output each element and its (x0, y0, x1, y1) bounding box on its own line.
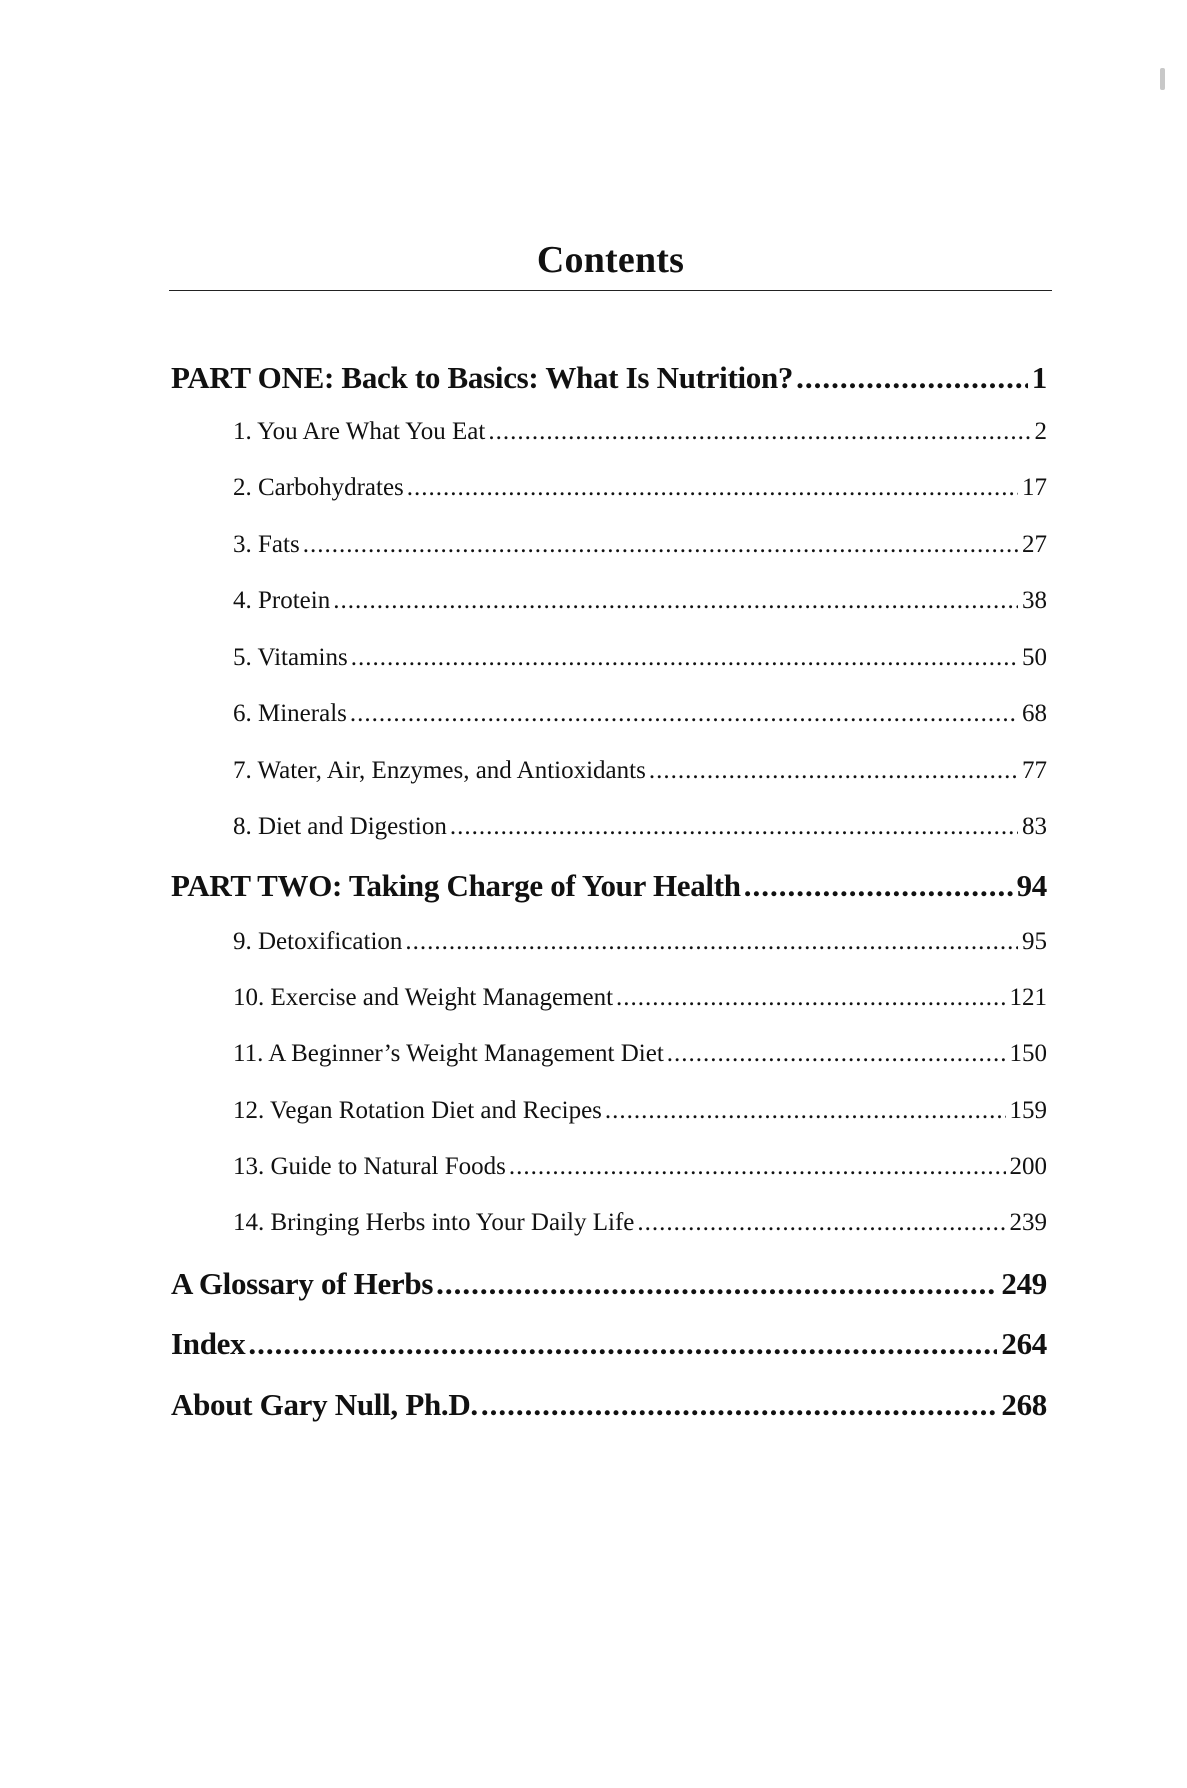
toc-chapter-entry (233, 531, 1047, 559)
dot-leader (351, 644, 1018, 672)
dot-leader (248, 1326, 997, 1362)
toc-chapter-entry (233, 700, 1047, 728)
toc-entry-label: 10. Exercise and Weight Management (233, 984, 614, 1011)
toc-chapter-entry (233, 474, 1047, 502)
toc-page-number: 239 (1009, 1209, 1047, 1236)
dot-leader (407, 474, 1018, 502)
toc-entry-label: 11. A Beginner’s Weight Management Diet (233, 1040, 664, 1067)
dot-leader (637, 1209, 1005, 1237)
toc-entry-label: 9. Detoxification (233, 928, 403, 955)
toc-part-entry (171, 360, 1047, 396)
toc-part-entry (171, 1387, 1047, 1423)
toc-chapter-entry (233, 928, 1047, 956)
dot-leader (616, 984, 1005, 1012)
toc-entry-label: 14. Bringing Herbs into Your Daily Life (233, 1209, 635, 1236)
toc-page-number: 38 (1022, 587, 1047, 614)
toc-entry-label: 12. Vegan Rotation Diet and Recipes (233, 1097, 602, 1124)
toc-entry-label: About Gary Null, Ph.D. (171, 1387, 478, 1422)
toc-page-number: 27 (1022, 531, 1047, 558)
toc-page-number: 249 (1001, 1266, 1047, 1301)
toc-page-number: 95 (1022, 928, 1047, 955)
page-title: Contents (536, 239, 685, 281)
dot-leader (481, 1387, 998, 1423)
dot-leader (405, 928, 1018, 956)
toc-chapter-entry (233, 1040, 1047, 1068)
toc-entry-label: PART TWO: Taking Charge of Your Health (171, 868, 741, 903)
toc-page-number: 94 (1016, 868, 1047, 903)
toc-entry-label: 4. Protein (233, 587, 331, 614)
dot-leader (649, 757, 1018, 785)
toc-chapter-entry (233, 1209, 1047, 1237)
toc-entry-label: 8. Diet and Digestion (233, 813, 447, 840)
toc-page-number: 200 (1009, 1153, 1047, 1180)
toc-part-entry (171, 868, 1047, 904)
toc-entry-label: 1. You Are What You Eat (233, 418, 486, 445)
toc-entry-label: 3. Fats (233, 531, 300, 558)
dot-leader (796, 360, 1028, 396)
toc-page-number: 83 (1022, 813, 1047, 840)
toc-chapter-entry (233, 1097, 1047, 1125)
toc-page-number: 159 (1009, 1097, 1047, 1124)
toc-chapter-entry (233, 587, 1047, 615)
dot-leader (488, 418, 1030, 446)
toc-entry-label: 7. Water, Air, Enzymes, and Antioxidants (233, 757, 646, 784)
dot-leader (333, 587, 1018, 615)
toc-page-number: 121 (1009, 984, 1047, 1011)
dot-leader (744, 868, 1013, 904)
dot-leader (350, 700, 1018, 728)
toc-entry-label: A Glossary of Herbs (171, 1266, 434, 1301)
toc-page-number: 1 (1031, 360, 1047, 395)
toc-page-number: 77 (1022, 757, 1047, 784)
toc-page-number: 50 (1022, 644, 1047, 671)
toc-entry-label: Index (171, 1326, 246, 1361)
toc-chapter-entry (233, 984, 1047, 1012)
dot-leader (450, 813, 1018, 841)
toc-page-number: 2 (1034, 418, 1047, 445)
toc-entry-label: 2. Carbohydrates (233, 474, 404, 501)
toc-page-number: 68 (1022, 700, 1047, 727)
toc-entry-label: 5. Vitamins (233, 644, 348, 671)
toc-entry-label: 6. Minerals (233, 700, 347, 727)
toc-page-number: 150 (1009, 1040, 1047, 1067)
toc-page-number: 268 (1001, 1387, 1047, 1422)
toc-page-number: 17 (1022, 474, 1047, 501)
dot-leader (605, 1097, 1006, 1125)
toc-chapter-entry (233, 644, 1047, 672)
toc-part-entry (171, 1326, 1047, 1362)
toc-chapter-entry (233, 813, 1047, 841)
dot-leader (303, 531, 1018, 559)
toc-chapter-entry (233, 1153, 1047, 1181)
toc-entry-label: 13. Guide to Natural Foods (233, 1153, 506, 1180)
toc-part-entry (171, 1266, 1047, 1302)
dot-leader (667, 1040, 1006, 1068)
toc-chapter-entry (233, 418, 1047, 446)
toc-entry-label: PART ONE: Back to Basics: What Is Nutrition? (171, 360, 794, 395)
toc-chapter-entry (233, 757, 1047, 785)
toc-page-number: 264 (1001, 1326, 1047, 1361)
dot-leader (509, 1153, 1006, 1181)
dot-leader (436, 1266, 997, 1302)
